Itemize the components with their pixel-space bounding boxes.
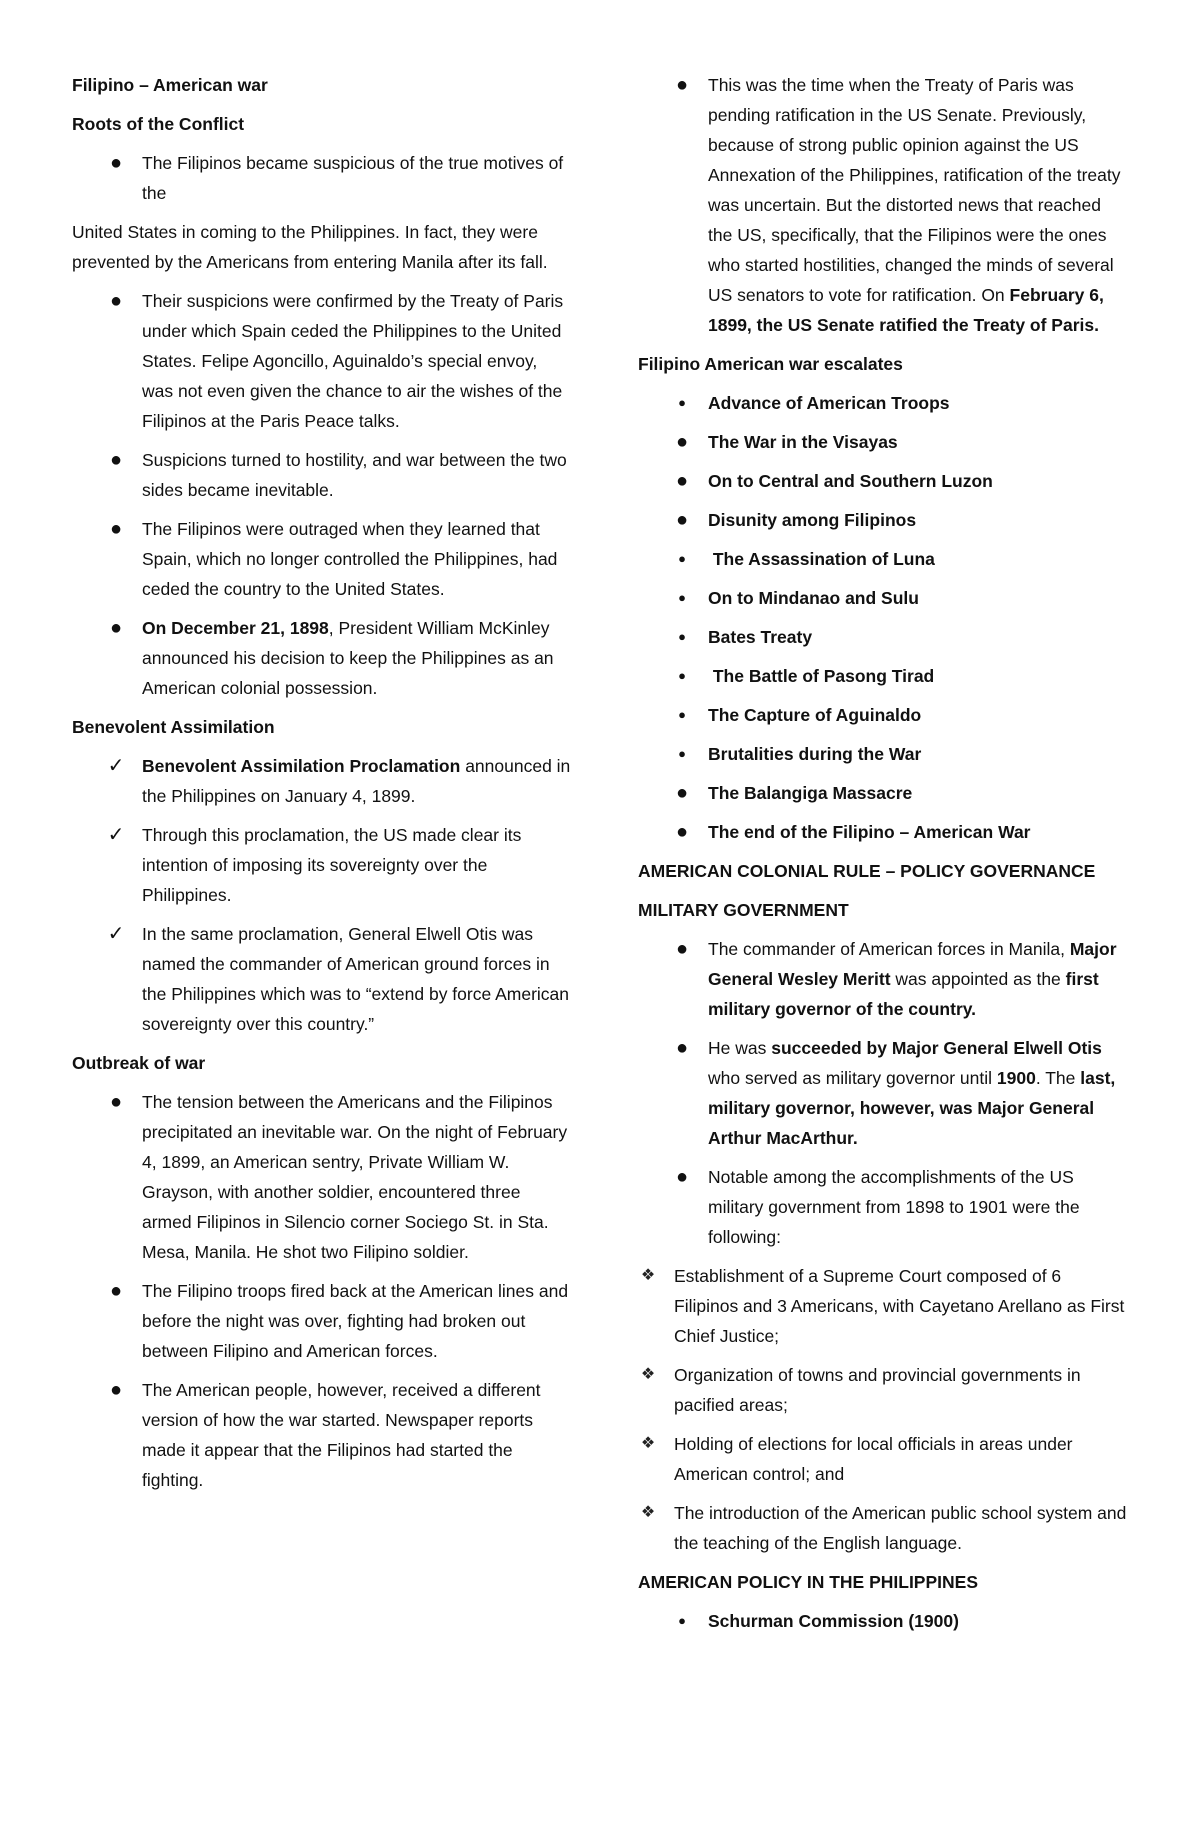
bullet-dot-icon: ●	[675, 1037, 689, 1059]
escalates-item: Disunity among Filipinos	[708, 510, 917, 530]
ba-item-3: In the same proclamation, General Elwell Otis was named the commander of American ground forces in the Philippines which was to “extend by force American sovereignty over this country.”	[142, 924, 570, 1034]
list-item	[638, 739, 1128, 769]
military-item-1	[708, 939, 1117, 1019]
diamond-bullet-icon: ❖	[640, 1366, 656, 1383]
list-item	[638, 427, 1128, 457]
right-column	[638, 70, 1128, 1645]
list-item	[638, 1606, 1128, 1636]
list-item	[638, 1360, 1128, 1420]
year-emphasis: 1900	[996, 1068, 1036, 1088]
escalates-item: On to Central and Southern Luzon	[708, 471, 993, 491]
list-item	[638, 661, 1128, 691]
list-item	[72, 613, 572, 703]
list-item	[638, 466, 1128, 496]
bullet-dot-icon: ●	[675, 938, 689, 960]
outbreak-item-2: The Filipino troops fired back at the American lines and before the night was over, fighting had broken out between Filipino and American forces.	[142, 1281, 569, 1361]
name-emphasis: last, military governor, however, was Major General Arthur MacArthur.	[708, 1068, 1116, 1148]
escalates-item: The Assassination of Luna	[708, 549, 935, 569]
diamond-bullet-icon: ❖	[640, 1267, 656, 1284]
military-item-3: Notable among the accomplishments of the US military government from 1898 to 1901 were the following:	[708, 1167, 1080, 1247]
list-item	[638, 1498, 1128, 1558]
escalates-item: The War in the Visayas	[708, 432, 898, 452]
checkmark-icon: ✓	[107, 824, 125, 846]
list-item	[72, 1375, 572, 1495]
escalates-item: The Capture of Aguinaldo	[708, 705, 922, 725]
outbreak-item-3: The American people, however, received a different version of how the war started. Newspaper reports made it appear that the Filipinos had started the fighting.	[142, 1380, 541, 1490]
small-bullet-icon: ●	[678, 1613, 686, 1628]
roots-item-3: Suspicions turned to hostility, and war between the two sides became inevitable.	[142, 450, 567, 500]
text-segment: He was	[708, 1038, 772, 1058]
list-item	[72, 148, 572, 208]
diamond-bullet-icon: ❖	[640, 1504, 656, 1521]
list-item	[638, 70, 1128, 340]
colonial-rule-heading: AMERICAN COLONIAL RULE – POLICY GOVERNANCE	[638, 861, 1096, 881]
escalates-heading: Filipino American war escalates	[638, 354, 903, 374]
list-item	[72, 445, 572, 505]
accomplishment-item: Establishment of a Supreme Court composed of 6 Filipinos and 3 Americans, with Cayetano Arellano as First Chief Justice;	[674, 1266, 1125, 1346]
list-item	[638, 583, 1128, 613]
list-item	[638, 505, 1128, 535]
escalates-item: On to Mindanao and Sulu	[708, 588, 919, 608]
escalates-item: The Balangiga Massacre	[708, 783, 913, 803]
bullet-dot-icon: ●	[109, 518, 123, 540]
roots-item-2: Their suspicions were confirmed by the Treaty of Paris under which Spain ceded the Philippines to the United States. Felipe Agoncillo, Aguinaldo’s special envoy, was not even given the chance to air the wishes of the Filipinos at the Paris Peace talks.	[142, 291, 564, 431]
outbreak-item-1: The tension between the Americans and the Filipinos precipitated an inevitable war. On the night of February 4, 1899, an American sentry, Private William W. Grayson, with another soldier, encountered three armed Filipinos in Silencio corner Sociego St. in Sta. Mesa, Manila. He shot two Filipino soldier.	[142, 1092, 568, 1262]
title-emphasis: first military governor of the country.	[708, 969, 1099, 1019]
small-bullet-icon: ●	[678, 707, 686, 722]
bullet-dot-icon: ●	[109, 152, 123, 174]
text-segment: . The	[1035, 1068, 1081, 1088]
small-bullet-icon: ●	[678, 629, 686, 644]
checkmark-icon: ✓	[107, 923, 125, 945]
escalates-item: The end of the Filipino – American War	[708, 822, 1031, 842]
list-item	[72, 1087, 572, 1267]
bullet-dot-icon: ●	[109, 1280, 123, 1302]
small-bullet-icon: ●	[678, 395, 686, 410]
name-emphasis: succeeded by Major General Elwell Otis	[771, 1038, 1102, 1058]
text-segment: was appointed as the	[890, 969, 1066, 989]
bullet-dot-icon: ●	[109, 449, 123, 471]
list-item	[638, 817, 1128, 847]
roots-item-4: The Filipinos were outraged when they learned that Spain, which no longer controlled the Philippines, had ceded the country to the United States.	[142, 519, 558, 599]
ba-item-1	[142, 756, 570, 806]
treaty-item-text: This was the time when the Treaty of Paris was pending ratification in the US Senate. Previously, because of strong public opinion against the US Annexation of the Philippines, ratification of the treaty was uncertain. But the distorted news that reached the US, specifically, that the Filipinos were the ones who started hostilities, changed the minds of several US senators to vote for ratification. On	[708, 75, 1121, 305]
bullet-dot-icon: ●	[109, 290, 123, 312]
list-item	[72, 1276, 572, 1366]
document-title: Filipino – American war	[72, 75, 268, 95]
accomplishment-item: Holding of elections for local officials in areas under American control; and	[674, 1434, 1073, 1484]
small-bullet-icon: ●	[678, 746, 686, 761]
bullet-dot-icon: ●	[675, 470, 689, 492]
left-column	[72, 70, 572, 1504]
list-item	[638, 934, 1128, 1024]
bullet-dot-icon: ●	[675, 509, 689, 531]
accomplishment-item: The introduction of the American public school system and the teaching of the English language.	[674, 1503, 1127, 1553]
ba-item-2: Through this proclamation, the US made clear its intention of imposing its sovereignty over the Philippines.	[142, 825, 522, 905]
list-item	[638, 700, 1128, 730]
ratification-emphasis: February 6, 1899, the US Senate ratified the Treaty of Paris.	[708, 285, 1104, 335]
ba-item-1-text: announced in the Philippines on January 4, 1899.	[142, 756, 571, 806]
escalates-item: Bates Treaty	[708, 627, 813, 647]
bullet-dot-icon: ●	[109, 1379, 123, 1401]
roots-item-1: The Filipinos became suspicious of the true motives of the	[142, 153, 564, 203]
accomplishment-item: Organization of towns and provincial governments in pacified areas;	[674, 1365, 1081, 1415]
text-segment: who served as military governor until	[708, 1068, 997, 1088]
escalates-item: Advance of American Troops	[708, 393, 950, 413]
roots-item-5-text: , President William McKinley announced his decision to keep the Philippines as an American colonial possession.	[142, 618, 554, 698]
list-item	[638, 1261, 1128, 1351]
bullet-dot-icon: ●	[675, 1166, 689, 1188]
list-item	[638, 1033, 1128, 1153]
list-item	[638, 544, 1128, 574]
name-emphasis: Major General Wesley Meritt	[708, 939, 1117, 989]
bullet-dot-icon: ●	[675, 821, 689, 843]
list-item	[638, 388, 1128, 418]
policy-item: Schurman Commission (1900)	[708, 1611, 959, 1631]
list-item	[72, 514, 572, 604]
list-item	[72, 286, 572, 436]
list-item	[72, 820, 572, 910]
proclamation-emphasis: Benevolent Assimilation Proclamation	[142, 756, 461, 776]
military-item-2	[708, 1038, 1115, 1148]
bullet-dot-icon: ●	[109, 1091, 123, 1113]
diamond-bullet-icon: ❖	[640, 1435, 656, 1452]
roots-continuation: United States in coming to the Philippines. In fact, they were prevented by the Americans from entering Manila after its fall.	[72, 222, 548, 272]
small-bullet-icon: ●	[678, 668, 686, 683]
bullet-dot-icon: ●	[675, 431, 689, 453]
date-emphasis: On December 21, 1898	[142, 618, 329, 638]
small-bullet-icon: ●	[678, 590, 686, 605]
bullet-dot-icon: ●	[675, 782, 689, 804]
list-item	[638, 778, 1128, 808]
treaty-item	[708, 75, 1120, 335]
escalates-item: The Battle of Pasong Tirad	[708, 666, 935, 686]
checkmark-icon: ✓	[107, 755, 125, 777]
text-segment: The commander of American forces in Manila,	[708, 939, 1070, 959]
benevolent-assimilation-heading: Benevolent Assimilation	[72, 717, 275, 737]
list-item	[72, 919, 572, 1039]
escalates-item: Brutalities during the War	[708, 744, 922, 764]
list-item	[638, 1429, 1128, 1489]
bullet-dot-icon: ●	[675, 74, 689, 96]
small-bullet-icon: ●	[678, 551, 686, 566]
outbreak-heading: Outbreak of war	[72, 1053, 206, 1073]
list-item	[638, 622, 1128, 652]
list-item	[638, 1162, 1128, 1252]
roots-item-5	[142, 618, 554, 698]
american-policy-heading: AMERICAN POLICY IN THE PHILIPPINES	[638, 1572, 978, 1592]
list-item	[72, 751, 572, 811]
roots-heading: Roots of the Conflict	[72, 114, 245, 134]
bullet-dot-icon: ●	[109, 617, 123, 639]
military-government-heading: MILITARY GOVERNMENT	[638, 900, 849, 920]
